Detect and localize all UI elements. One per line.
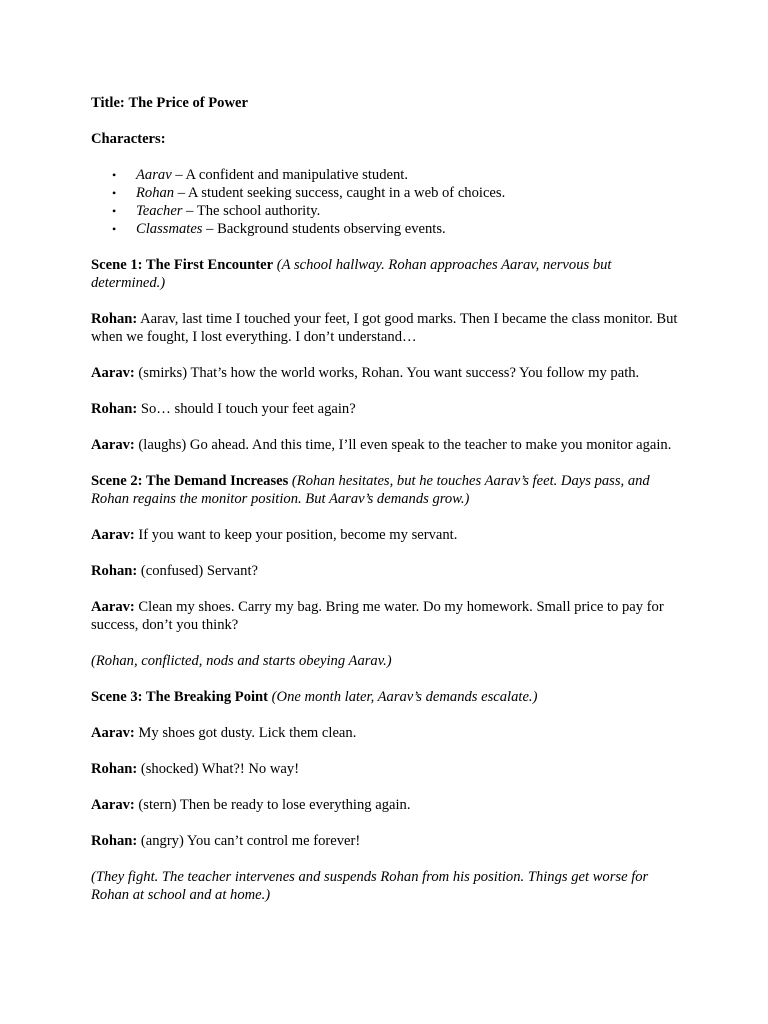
character-desc: – A student seeking success, caught in a web of choices. xyxy=(174,185,506,201)
characters-heading xyxy=(91,130,681,148)
bullet-icon: • xyxy=(112,204,117,218)
dialogue-text: Clean my shoes. Carry my bag. Bring me water. Do my homework. Small price to pay for success, don’t you think? xyxy=(91,599,664,633)
dialogue-text: (laughs) Go ahead. And this time, I’ll even speak to the teacher to make you monitor again. xyxy=(134,437,672,453)
list-item xyxy=(112,220,681,238)
speaker: Aarav: xyxy=(91,527,135,543)
list-item xyxy=(112,166,681,184)
title-text: The Price of Power xyxy=(128,95,248,111)
stage-direction: (Rohan hesitates, but he touches Aarav’s feet. Days pass, and Rohan regains the monitor position. But Aarav’s demands grow.) xyxy=(91,473,650,507)
character-desc: – The school authority. xyxy=(182,203,321,219)
scene-heading xyxy=(91,256,681,292)
character-desc: – A confident and manipulative student. xyxy=(171,167,408,183)
scene-heading xyxy=(91,688,681,706)
character-name: Classmates xyxy=(136,221,203,237)
dialogue-line xyxy=(91,760,681,778)
stage-direction: (Rohan, conflicted, nods and starts obeying Aarav.) xyxy=(91,653,392,669)
dialogue-text: So… should I touch your feet again? xyxy=(137,401,356,417)
speaker: Aarav: xyxy=(91,599,135,615)
list-item xyxy=(112,184,681,202)
dialogue-line xyxy=(91,832,681,850)
stage-direction-line xyxy=(91,868,681,904)
list-item xyxy=(112,202,681,220)
dialogue-line xyxy=(91,562,681,580)
character-desc: – Background students observing events. xyxy=(202,221,446,237)
dialogue-text: (stern) Then be ready to lose everything again. xyxy=(134,797,411,813)
speaker: Rohan: xyxy=(91,761,138,777)
speaker: Rohan: xyxy=(91,311,138,327)
title-label: Title: xyxy=(91,95,125,111)
speaker: Rohan: xyxy=(91,563,138,579)
character-name: Aarav xyxy=(136,167,172,183)
dialogue-text: (smirks) That’s how the world works, Rohan. You want success? You follow my path. xyxy=(134,365,640,381)
title-line xyxy=(91,94,681,112)
speaker: Rohan: xyxy=(91,833,138,849)
document-page xyxy=(91,94,681,922)
dialogue-line xyxy=(91,598,681,634)
dialogue-line xyxy=(91,310,681,346)
speaker: Rohan: xyxy=(91,401,138,417)
dialogue-line xyxy=(91,436,681,454)
scene-title: Scene 1: The First Encounter xyxy=(91,257,274,273)
scene-heading xyxy=(91,472,681,508)
dialogue-line xyxy=(91,400,681,418)
stage-direction: (One month later, Aarav’s demands escalate.) xyxy=(268,689,538,705)
scene-title: Scene 2: The Demand Increases xyxy=(91,473,289,489)
stage-direction-line xyxy=(91,652,681,670)
scene-title: Scene 3: The Breaking Point xyxy=(91,689,269,705)
dialogue-line xyxy=(91,796,681,814)
characters-list xyxy=(91,166,681,238)
bullet-icon: • xyxy=(112,186,117,200)
character-name: Rohan xyxy=(136,185,175,201)
dialogue-line xyxy=(91,724,681,742)
dialogue-text: (confused) Servant? xyxy=(137,563,258,579)
dialogue-line xyxy=(91,526,681,544)
speaker: Aarav: xyxy=(91,797,135,813)
bullet-icon: • xyxy=(112,168,117,182)
dialogue-text: My shoes got dusty. Lick them clean. xyxy=(134,725,357,741)
dialogue-text: (angry) You can’t control me forever! xyxy=(137,833,361,849)
stage-direction: (They fight. The teacher intervenes and suspends Rohan from his position. Things get worse for Rohan at school and at home.) xyxy=(91,869,649,903)
speaker: Aarav: xyxy=(91,725,135,741)
dialogue-line xyxy=(91,364,681,382)
stage-direction: (A school hallway. Rohan approaches Aarav, nervous but determined.) xyxy=(91,257,612,291)
speaker: Aarav: xyxy=(91,365,135,381)
dialogue-text: If you want to keep your position, become my servant. xyxy=(134,527,458,543)
character-name: Teacher xyxy=(136,203,183,219)
dialogue-text: Aarav, last time I touched your feet, I got good marks. Then I became the class monitor. But when we fought, I lost everything. I don’t understand… xyxy=(91,311,678,345)
speaker: Aarav: xyxy=(91,437,135,453)
bullet-icon: • xyxy=(112,222,117,236)
dialogue-text: (shocked) What?! No way! xyxy=(137,761,300,777)
characters-heading-text: Characters: xyxy=(91,131,166,147)
